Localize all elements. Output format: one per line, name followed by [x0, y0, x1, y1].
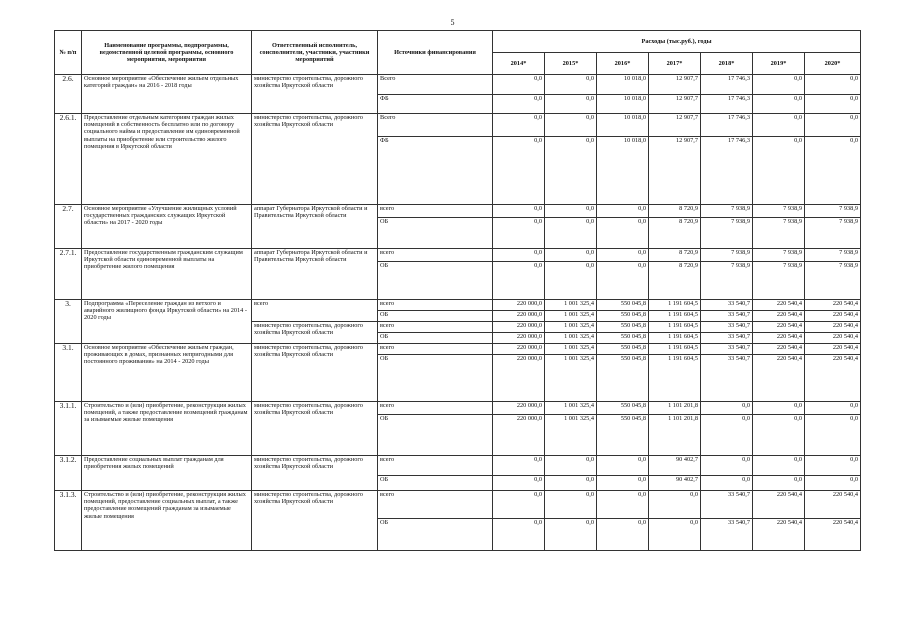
expense-value: 0,0 — [649, 491, 701, 519]
header-year: 2016* — [597, 53, 649, 75]
expense-value: 0,0 — [493, 137, 545, 205]
expense-value: 220 540,4 — [805, 519, 861, 551]
expense-value: 0,0 — [493, 262, 545, 300]
expense-value: 7 938,9 — [701, 262, 753, 300]
expense-value: 550 045,8 — [597, 322, 649, 333]
header-num: № п/п — [55, 31, 82, 75]
expense-value: 220 540,4 — [805, 311, 861, 322]
expense-value: 0,0 — [545, 249, 597, 262]
expense-value: 12 907,7 — [649, 114, 701, 137]
expense-value: 0,0 — [701, 456, 753, 476]
funding-source: ФБ — [378, 137, 493, 205]
expense-value: 220 000,0 — [493, 333, 545, 344]
expense-value: 0,0 — [493, 491, 545, 519]
row-number: 3.1. — [55, 344, 82, 402]
event-name: Предоставление социальных выплат гражданам для приобретения жилых помещений — [82, 456, 252, 491]
expense-value: 33 540,7 — [701, 311, 753, 322]
table-row — [55, 344, 861, 355]
header-year: 2017* — [649, 53, 701, 75]
expense-value: 220 540,4 — [753, 519, 805, 551]
expense-value: 0,0 — [493, 114, 545, 137]
executor: министерство строительства, дорожного хозяйства Иркутской области — [252, 322, 378, 344]
expense-value: 0,0 — [753, 95, 805, 114]
expense-value: 220 540,4 — [805, 333, 861, 344]
expense-value: 220 000,0 — [493, 322, 545, 333]
expense-value: 220 540,4 — [753, 311, 805, 322]
expense-value: 7 938,9 — [701, 205, 753, 218]
expense-value: 550 045,8 — [597, 344, 649, 355]
row-number: 2.7. — [55, 205, 82, 249]
expense-value: 1 191 604,5 — [649, 322, 701, 333]
expense-value: 0,0 — [545, 205, 597, 218]
funding-source: всего — [378, 249, 493, 262]
executor: аппарат Губернатора Иркутской области и Правительства Иркутской области — [252, 249, 378, 300]
expense-value: 0,0 — [701, 402, 753, 415]
expense-value: 17 746,3 — [701, 114, 753, 137]
expense-value: 550 045,8 — [597, 333, 649, 344]
funding-source: ОБ — [378, 519, 493, 551]
expense-value: 17 746,3 — [701, 95, 753, 114]
expense-value: 220 000,0 — [493, 355, 545, 402]
expense-value: 0,0 — [545, 75, 597, 95]
expense-value: 1 001 325,4 — [545, 300, 597, 311]
expense-value: 1 191 604,5 — [649, 311, 701, 322]
row-number: 3.1.2. — [55, 456, 82, 491]
executor: министерство строительства, дорожного хозяйства Иркутской области — [252, 456, 378, 491]
expense-value: 10 018,0 — [597, 114, 649, 137]
expense-value: 0,0 — [545, 137, 597, 205]
table-row — [55, 205, 861, 218]
funding-source: всего — [378, 491, 493, 519]
event-name: Основное мероприятие «Обеспечение жильем отдельных категорий граждан» на 2016 - 2018 годы — [82, 75, 252, 114]
expense-value: 0,0 — [545, 476, 597, 491]
table-row — [55, 491, 861, 519]
expense-value: 550 045,8 — [597, 415, 649, 456]
expense-value: 0,0 — [597, 249, 649, 262]
expense-value: 0,0 — [805, 456, 861, 476]
event-name: Предоставление государственным гражданским служащим Иркутской области единовременной выплаты на приобретение жилого помещения — [82, 249, 252, 300]
expense-value: 220 000,0 — [493, 300, 545, 311]
funding-source: всего — [378, 205, 493, 218]
expense-value: 220 540,4 — [753, 355, 805, 402]
expense-value: 0,0 — [545, 519, 597, 551]
funding-source: ОБ — [378, 333, 493, 344]
expense-value: 33 540,7 — [701, 519, 753, 551]
expense-value: 550 045,8 — [597, 311, 649, 322]
expense-value: 1 001 325,4 — [545, 333, 597, 344]
expense-value: 0,0 — [805, 402, 861, 415]
table-row — [55, 456, 861, 476]
event-name: Строительство и (или) приобретение, реконструкция жилых помещений, предоставление социальных выплат, а также предоставление возмещений гражданам за изымаемые жилые помещения — [82, 491, 252, 551]
header-year: 2014* — [493, 53, 545, 75]
funding-source: ОБ — [378, 415, 493, 456]
funding-source: всего — [378, 344, 493, 355]
expense-value: 0,0 — [753, 476, 805, 491]
header-year: 2018* — [701, 53, 753, 75]
expense-value: 550 045,8 — [597, 402, 649, 415]
expense-value: 0,0 — [753, 402, 805, 415]
expense-value: 1 191 604,5 — [649, 344, 701, 355]
row-number: 3.1.3. — [55, 491, 82, 551]
expense-value: 0,0 — [493, 456, 545, 476]
expense-value: 0,0 — [545, 114, 597, 137]
expense-value: 0,0 — [597, 205, 649, 218]
expense-value: 0,0 — [545, 491, 597, 519]
expense-value: 7 938,9 — [753, 218, 805, 249]
expense-value: 1 001 325,4 — [545, 311, 597, 322]
expense-value: 90 402,7 — [649, 476, 701, 491]
expense-value: 10 018,0 — [597, 137, 649, 205]
funding-source: ОБ — [378, 476, 493, 491]
expense-value: 0,0 — [753, 75, 805, 95]
expense-value: 0,0 — [493, 519, 545, 551]
expense-value: 0,0 — [597, 519, 649, 551]
expense-value: 1 001 325,4 — [545, 415, 597, 456]
expense-value: 220 540,4 — [805, 344, 861, 355]
expense-value: 220 540,4 — [753, 300, 805, 311]
funding-source: всего — [378, 300, 493, 311]
expense-value: 1 001 325,4 — [545, 344, 597, 355]
expense-value: 220 540,4 — [753, 491, 805, 519]
expense-value: 220 540,4 — [805, 491, 861, 519]
expense-value: 0,0 — [597, 262, 649, 300]
expense-value: 33 540,7 — [701, 355, 753, 402]
expense-value: 0,0 — [597, 476, 649, 491]
expense-value: 17 746,3 — [701, 137, 753, 205]
expense-value: 0,0 — [805, 476, 861, 491]
expense-value: 1 191 604,5 — [649, 355, 701, 402]
expense-value: 0,0 — [545, 456, 597, 476]
expense-value: 8 720,9 — [649, 262, 701, 300]
funding-source: ОБ — [378, 262, 493, 300]
event-name: Строительство и (или) приобретение, реконструкция жилых помещений, а также предоставление возмещений гражданам за изымаемые жилые помещения — [82, 402, 252, 456]
expense-value: 0,0 — [701, 476, 753, 491]
row-number: 2.6.1. — [55, 114, 82, 205]
expense-value: 10 018,0 — [597, 95, 649, 114]
expenses-table-body — [55, 75, 861, 551]
expense-value: 12 907,7 — [649, 75, 701, 95]
page-number: 5 — [450, 18, 455, 27]
expense-value: 0,0 — [649, 519, 701, 551]
funding-source: ОБ — [378, 355, 493, 402]
table-row — [55, 300, 861, 311]
expense-value: 0,0 — [805, 95, 861, 114]
expense-value: 220 540,4 — [805, 300, 861, 311]
expense-value: 1 001 325,4 — [545, 322, 597, 333]
expense-value: 0,0 — [493, 205, 545, 218]
expense-value: 0,0 — [493, 249, 545, 262]
expense-value: 0,0 — [805, 415, 861, 456]
expense-value: 0,0 — [805, 137, 861, 205]
expense-value: 17 746,3 — [701, 75, 753, 95]
row-number: 3. — [55, 300, 82, 344]
header-source: Источники финансирования — [378, 31, 493, 75]
expense-value: 0,0 — [753, 114, 805, 137]
row-number: 2.6. — [55, 75, 82, 114]
expense-value: 220 000,0 — [493, 402, 545, 415]
row-number: 2.7.1. — [55, 249, 82, 300]
expense-value: 90 402,7 — [649, 456, 701, 476]
funding-source: ОБ — [378, 218, 493, 249]
expense-value: 0,0 — [753, 456, 805, 476]
expense-value: 7 938,9 — [753, 249, 805, 262]
expense-value: 550 045,8 — [597, 300, 649, 311]
expense-value: 8 720,9 — [649, 218, 701, 249]
funding-source: Всего — [378, 114, 493, 137]
expense-value: 33 540,7 — [701, 344, 753, 355]
expense-value: 220 540,4 — [753, 322, 805, 333]
expense-value: 7 938,9 — [753, 205, 805, 218]
header-year: 2019* — [753, 53, 805, 75]
expense-value: 0,0 — [493, 218, 545, 249]
expense-value: 550 045,8 — [597, 355, 649, 402]
table-row — [55, 402, 861, 415]
expense-value: 0,0 — [597, 456, 649, 476]
expense-value: 1 101 201,8 — [649, 415, 701, 456]
expense-value: 220 540,4 — [805, 355, 861, 402]
expense-value: 1 191 604,5 — [649, 333, 701, 344]
expense-value: 1 101 201,8 — [649, 402, 701, 415]
header-year: 2015* — [545, 53, 597, 75]
expense-value: 0,0 — [493, 476, 545, 491]
expense-value: 7 938,9 — [805, 205, 861, 218]
expense-value: 0,0 — [597, 218, 649, 249]
expense-value: 8 720,9 — [649, 205, 701, 218]
expense-value: 7 938,9 — [753, 262, 805, 300]
funding-source: всего — [378, 402, 493, 415]
expense-value: 220 540,4 — [805, 322, 861, 333]
expense-value: 0,0 — [701, 415, 753, 456]
funding-source: ФБ — [378, 95, 493, 114]
funding-source: всего — [378, 322, 493, 333]
event-name: Предоставление отдельным категориям граждан жилых помещений в собственность бесплатно или по договору социального найма и предоставление им единовременной выплаты на приобретение или строительство жилого помещения в Иркутской области — [82, 114, 252, 205]
expenses-table — [54, 30, 861, 551]
expense-value: 0,0 — [597, 491, 649, 519]
row-number: 3.1.1. — [55, 402, 82, 456]
expense-value: 0,0 — [753, 137, 805, 205]
event-name: Основное мероприятие «Обеспечение жильем граждан, проживающих в домах, признанных непригодными для постоянного проживания» на 2014 - 2020 годы — [82, 344, 252, 402]
expense-value: 10 018,0 — [597, 75, 649, 95]
expense-value: 7 938,9 — [701, 218, 753, 249]
executor: аппарат Губернатора Иркутской области и Правительства Иркутской области — [252, 205, 378, 249]
funding-source: Всего — [378, 75, 493, 95]
expense-value: 12 907,7 — [649, 95, 701, 114]
executor: министерство строительства, дорожного хозяйства Иркутской области — [252, 344, 378, 402]
expense-value: 0,0 — [805, 75, 861, 95]
funding-source: ОБ — [378, 311, 493, 322]
table-row — [55, 249, 861, 262]
executor: министерство строительства, дорожного хозяйства Иркутской области — [252, 114, 378, 205]
expense-value: 0,0 — [545, 95, 597, 114]
expense-value: 1 001 325,4 — [545, 355, 597, 402]
expense-value: 220 000,0 — [493, 344, 545, 355]
event-name: Основное мероприятие «Улучшение жилищных условий государственных гражданских служащих Иркутской области» на 2017 - 2020 годы — [82, 205, 252, 249]
expense-value: 7 938,9 — [805, 249, 861, 262]
expense-value: 0,0 — [805, 114, 861, 137]
header-executor: Ответственный исполнитель, соисполнители, участники, участники мероприятий — [252, 31, 378, 75]
expense-value: 220 000,0 — [493, 311, 545, 322]
table-row — [55, 75, 861, 95]
expense-value: 33 540,7 — [701, 333, 753, 344]
header-name: Наименование программы, подпрограммы, ведомственной целевой программы, основного мероприятия, мероприятия — [82, 31, 252, 75]
expense-value: 7 938,9 — [805, 218, 861, 249]
expense-value: 1 191 604,5 — [649, 300, 701, 311]
expense-value: 220 540,4 — [753, 333, 805, 344]
expense-value: 8 720,9 — [649, 249, 701, 262]
event-name: Подпрограмма «Переселение граждан из ветхого и аварийного жилищного фонда Иркутской области» на 2014 - 2020 годы — [82, 300, 252, 344]
expense-value: 0,0 — [545, 262, 597, 300]
expense-value: 0,0 — [753, 415, 805, 456]
executor: министерство строительства, дорожного хозяйства Иркутской области — [252, 75, 378, 114]
expense-value: 220 000,0 — [493, 415, 545, 456]
expense-value: 0,0 — [493, 75, 545, 95]
funding-source: всего — [378, 456, 493, 476]
header-year: 2020* — [805, 53, 861, 75]
expense-value: 33 540,7 — [701, 491, 753, 519]
expense-value: 220 540,4 — [753, 344, 805, 355]
header-expenses: Расходы (тыс.руб.), годы — [493, 31, 861, 53]
expense-value: 7 938,9 — [805, 262, 861, 300]
executor: министерство строительства, дорожного хозяйства Иркутской области — [252, 402, 378, 456]
executor: министерство строительства, дорожного хозяйства Иркутской области — [252, 491, 378, 551]
expense-value: 1 001 325,4 — [545, 402, 597, 415]
executor: всего — [252, 300, 378, 322]
expense-value: 7 938,9 — [701, 249, 753, 262]
table-row — [55, 114, 861, 137]
expense-value: 12 907,7 — [649, 137, 701, 205]
expense-value: 0,0 — [493, 95, 545, 114]
expense-value: 33 540,7 — [701, 322, 753, 333]
expense-value: 33 540,7 — [701, 300, 753, 311]
expense-value: 0,0 — [545, 218, 597, 249]
